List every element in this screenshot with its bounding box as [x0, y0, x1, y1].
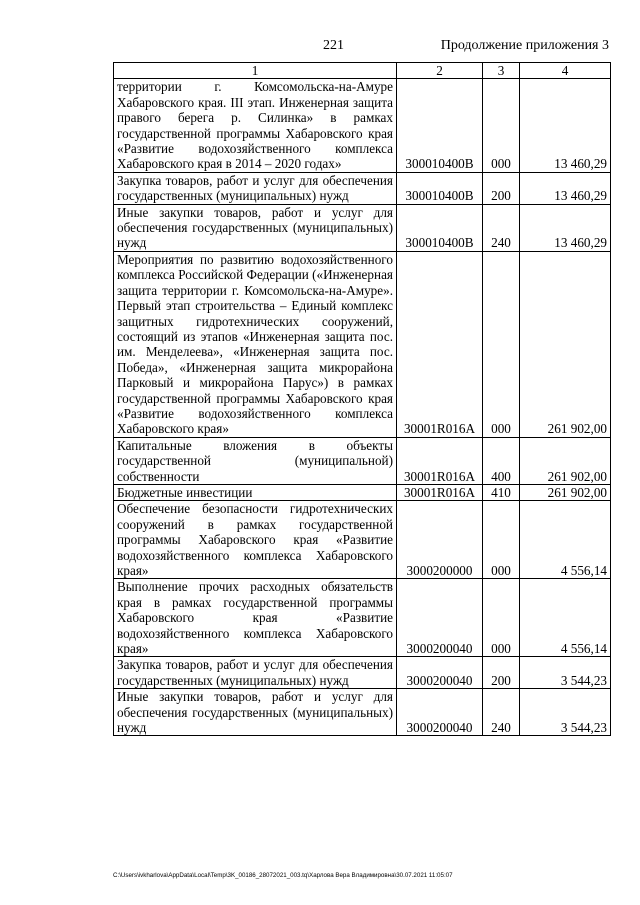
row-target-code: 300010400В — [397, 204, 483, 251]
table-row — [114, 579, 611, 657]
row-amount: 261 902,00 — [520, 437, 611, 484]
row-target-code: 30001R016А — [397, 437, 483, 484]
column-header-1: 1 — [114, 63, 397, 79]
table-row — [114, 172, 611, 204]
row-description: Выполнение прочих расходных обязательств края в рамках государственной программы Хабаровского края «Развитие водохозяйственного комплекса Хабаровского края» — [114, 579, 397, 657]
row-expense-kind: 240 — [483, 689, 520, 736]
table-body — [114, 79, 611, 736]
row-target-code: 3000200000 — [397, 501, 483, 579]
row-amount: 13 460,29 — [520, 172, 611, 204]
table-header — [114, 63, 611, 79]
column-header-2: 2 — [397, 63, 483, 79]
table-row — [114, 437, 611, 484]
row-amount: 261 902,00 — [520, 484, 611, 500]
row-description: территории г. Комсомольска-на-Амуре Хабаровского края. III этап. Инженерная защита правого берега р. Силинка» в рамках государственной программы Хабаровского края «Развитие водохозяйственного комплекса Хабаровского края в 2014 – 2020 годах» — [114, 79, 397, 172]
row-description: Бюджетные инвестиции — [114, 484, 397, 500]
header-row — [114, 63, 611, 79]
row-expense-kind: 000 — [483, 501, 520, 579]
row-target-code: 30001R016А — [397, 484, 483, 500]
row-description: Закупка товаров, работ и услуг для обеспечения государственных (муниципальных) нужд — [114, 172, 397, 204]
row-expense-kind: 000 — [483, 251, 520, 437]
row-expense-kind: 240 — [483, 204, 520, 251]
table-row — [114, 204, 611, 251]
row-expense-kind: 200 — [483, 657, 520, 689]
row-amount: 3 544,23 — [520, 657, 611, 689]
row-description: Иные закупки товаров, работ и услуг для обеспечения государственных (муниципальных) нужд — [114, 204, 397, 251]
table-row — [114, 251, 611, 437]
row-description: Обеспечение безопасности гидротехнических сооружений в рамках государственной программы Хабаровского края «Развитие водохозяйственного комплекса Хабаровского края» — [114, 501, 397, 579]
row-expense-kind: 000 — [483, 79, 520, 172]
file-path-footer: C:\Users\ivkharlova\AppData\Local\Temp\3K_00186_28072021_003.tq\Харлова Вера Владимировна\30.07.2021 11:05:07 — [113, 872, 453, 879]
row-expense-kind: 000 — [483, 579, 520, 657]
row-expense-kind: 200 — [483, 172, 520, 204]
row-amount: 13 460,29 — [520, 79, 611, 172]
row-description: Мероприятия по развитию водохозяйственного комплекса Российской Федерации («Инженерная защита территории г. Комсомольска-на-Амуре». Первый этап строительства – Единый комплекс защитных гидротехнических сооружений, состоящий из этапов «Инженерная защита пос. им. Менделеева», «Инженерная защита пос. Победа», «Инженерная защита микрорайона Парковый и микрорайона Парус») в рамках государственной программы Хабаровского края «Развитие водохозяйственного комплекса Хабаровского края» — [114, 251, 397, 437]
row-target-code: 3000200040 — [397, 689, 483, 736]
row-amount: 4 556,14 — [520, 579, 611, 657]
page-number: 221 — [323, 38, 344, 53]
table-row — [114, 484, 611, 500]
row-target-code: 300010400В — [397, 172, 483, 204]
column-header-3: 3 — [483, 63, 520, 79]
row-description: Закупка товаров, работ и услуг для обеспечения государственных (муниципальных) нужд — [114, 657, 397, 689]
row-amount: 4 556,14 — [520, 501, 611, 579]
row-target-code: 300010400В — [397, 79, 483, 172]
row-target-code: 3000200040 — [397, 579, 483, 657]
row-target-code: 30001R016А — [397, 251, 483, 437]
table-row — [114, 501, 611, 579]
row-target-code: 3000200040 — [397, 657, 483, 689]
row-expense-kind: 400 — [483, 437, 520, 484]
table-row — [114, 657, 611, 689]
table-row — [114, 689, 611, 736]
budget-table — [113, 62, 611, 736]
row-amount: 13 460,29 — [520, 204, 611, 251]
table-row — [114, 79, 611, 172]
row-amount: 3 544,23 — [520, 689, 611, 736]
row-description: Иные закупки товаров, работ и услуг для обеспечения государственных (муниципальных) нужд — [114, 689, 397, 736]
row-amount: 261 902,00 — [520, 251, 611, 437]
continuation-label: Продолжение приложения 3 — [440, 38, 609, 53]
row-expense-kind: 410 — [483, 484, 520, 500]
row-description: Капитальные вложения в объекты государственной (муниципальной) собственности — [114, 437, 397, 484]
column-header-4: 4 — [520, 63, 611, 79]
